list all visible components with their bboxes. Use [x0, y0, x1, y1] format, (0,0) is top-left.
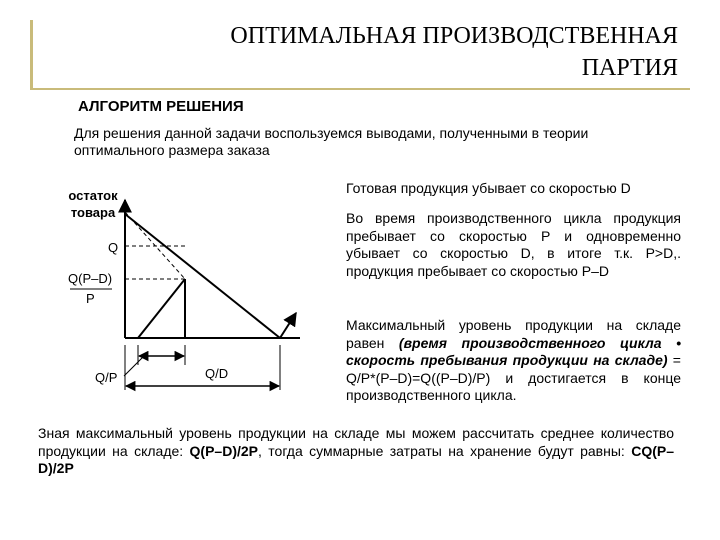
max-level-text-a: Максимальный уровень продукции на складе равен	[346, 317, 681, 351]
paragraph-max-level	[346, 317, 681, 405]
max-level-text-c: = Q/P*(P–D)=Q((P–D)/P) и достигается в конце производственного цикла.	[346, 352, 681, 404]
buildup-line	[138, 279, 185, 338]
q-label: Q	[108, 240, 119, 255]
qpd-label: Q(P–D)	[68, 271, 113, 286]
summary-text-a: Зная максимальный уровень продукции на складе мы можем рассчитать среднее количество продукции на складе:	[38, 425, 674, 459]
summary-avg-formula: Q(P–D)/2P	[189, 442, 259, 459]
qd-label: Q/D	[205, 366, 229, 381]
qp-leader	[124, 356, 144, 376]
intro-text: Для решения данной задачи воспользуемся выводами, полученными в теории оптимального размера заказа	[74, 125, 589, 158]
next-cycle-arrow	[280, 313, 296, 338]
title-line-2: ПАРТИЯ	[581, 55, 678, 81]
paragraph-depletion: Готовая продукция убывает со скоростью D	[346, 180, 631, 196]
paragraph-production-cycle: Во время производственного цикла продукция пребывает со скоростью P и одновременно убывает со скоростью D, в итоге т.к. P>D,. продукция пребывает со скоростью P–D	[346, 210, 681, 279]
paragraph-summary	[38, 425, 674, 478]
qp-label: Q/P	[95, 370, 118, 385]
summary-text-c: , тогда суммарные затраты на хранение будут равны:	[258, 442, 632, 459]
depletion-line	[125, 214, 280, 338]
y-axis-label: остаток товара	[68, 188, 118, 220]
max-level-emphasis: (время производственного цикла • скорость пребывания продукции на складе)	[346, 334, 681, 369]
title-line-1: ОПТИМАЛЬНАЯ ПРОИЗВОДСТВЕННАЯ	[230, 23, 678, 49]
section-heading: АЛГОРИТМ РЕШЕНИЯ	[78, 98, 244, 115]
p-label: P	[86, 291, 95, 306]
summary-cost-formula: CQ(P–D)/2P	[38, 442, 674, 477]
